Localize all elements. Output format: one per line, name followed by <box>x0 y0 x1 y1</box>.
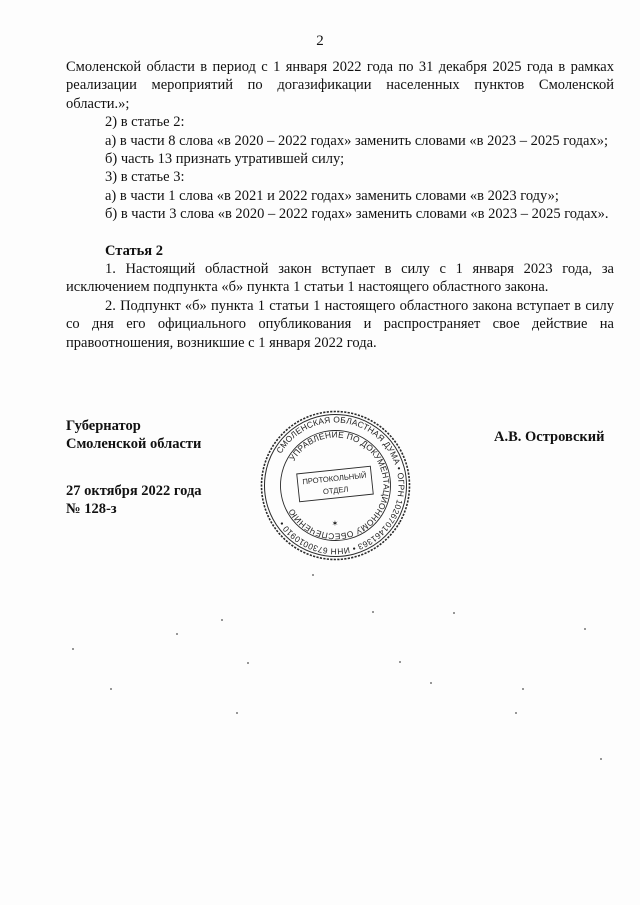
signing-date: 27 октября 2022 года <box>66 482 202 499</box>
scan-speck <box>515 712 517 714</box>
scan-speck <box>584 628 586 630</box>
paragraph: а) в части 1 слова «в 2021 и 2022 годах» заменить словами «в 2023 году»; <box>105 187 559 204</box>
scan-speck <box>312 574 314 576</box>
document-body <box>66 58 614 352</box>
article-heading: Статья 2 <box>105 242 163 259</box>
scan-speck <box>176 633 178 635</box>
paragraph: а) в части 8 слова «в 2020 – 2022 годах» заменить словами «в 2023 – 2025 годах»; <box>105 132 609 149</box>
signer-position-line2: Смоленской области <box>66 436 202 453</box>
scan-speck <box>600 758 602 760</box>
scan-speck <box>522 688 524 690</box>
scan-speck <box>430 682 432 684</box>
paragraph: 2. Подпункт «б» пункта 1 статьи 1 настоящего областного закона вступает в силу со дня его официального опубликования и распространяет свое действие на правоотношения, возникшие с 1 января 2022 года. <box>66 297 614 351</box>
scan-speck <box>372 611 374 613</box>
signer-name: А.В. Островский <box>494 429 605 445</box>
official-seal <box>258 408 413 563</box>
page-number: 2 <box>316 33 324 49</box>
seal-center-line2: ОТДЕЛ <box>322 484 349 497</box>
law-number: № 128-з <box>66 501 117 518</box>
scan-speck <box>72 648 74 650</box>
signature-block <box>66 417 202 519</box>
paragraph: Смоленской области в период с 1 января 2022 года по 31 декабря 2025 года в рамках реализации мероприятий по догазификации населенных пунктов Смоленской области.»; <box>66 59 614 112</box>
paragraph: б) в части 3 слова «в 2020 – 2022 годах» заменить словами «в 2023 – 2025 годах». <box>105 206 609 223</box>
paragraph: 1. Настоящий областной закон вступает в силу с 1 января 2023 года, за исключением подпункта «б» пункта 1 статьи 1 настоящего областного закона. <box>66 261 614 296</box>
signer-position-line1: Губернатор <box>66 418 141 434</box>
seal-outer-text: СМОЛЕНСКАЯ ОБЛАСТНАЯ ДУМА • ОГРН 1026701461363 • ИНН 6730010910 • <box>274 414 407 557</box>
seal-inner-text: УПРАВЛЕНИЕ ПО ДОКУМЕНТАЦИОННОМУ ОБЕСПЕЧЕНИЮ <box>286 429 392 542</box>
scan-speck <box>236 712 238 714</box>
paragraph: б) часть 13 признать утратившей силу; <box>105 151 345 168</box>
scan-speck <box>399 661 401 663</box>
seal-star-icon: ✶ <box>331 519 339 528</box>
scan-speck <box>453 612 455 614</box>
seal-center-line1: ПРОТОКОЛЬНЫЙ <box>301 470 367 487</box>
seal-graphic <box>258 408 413 563</box>
scan-speck <box>221 619 223 621</box>
paragraph: 2) в статье 2: <box>105 114 185 131</box>
scan-speck <box>247 662 249 664</box>
scan-speck <box>110 688 112 690</box>
paragraph: 3) в статье 3: <box>105 169 185 186</box>
